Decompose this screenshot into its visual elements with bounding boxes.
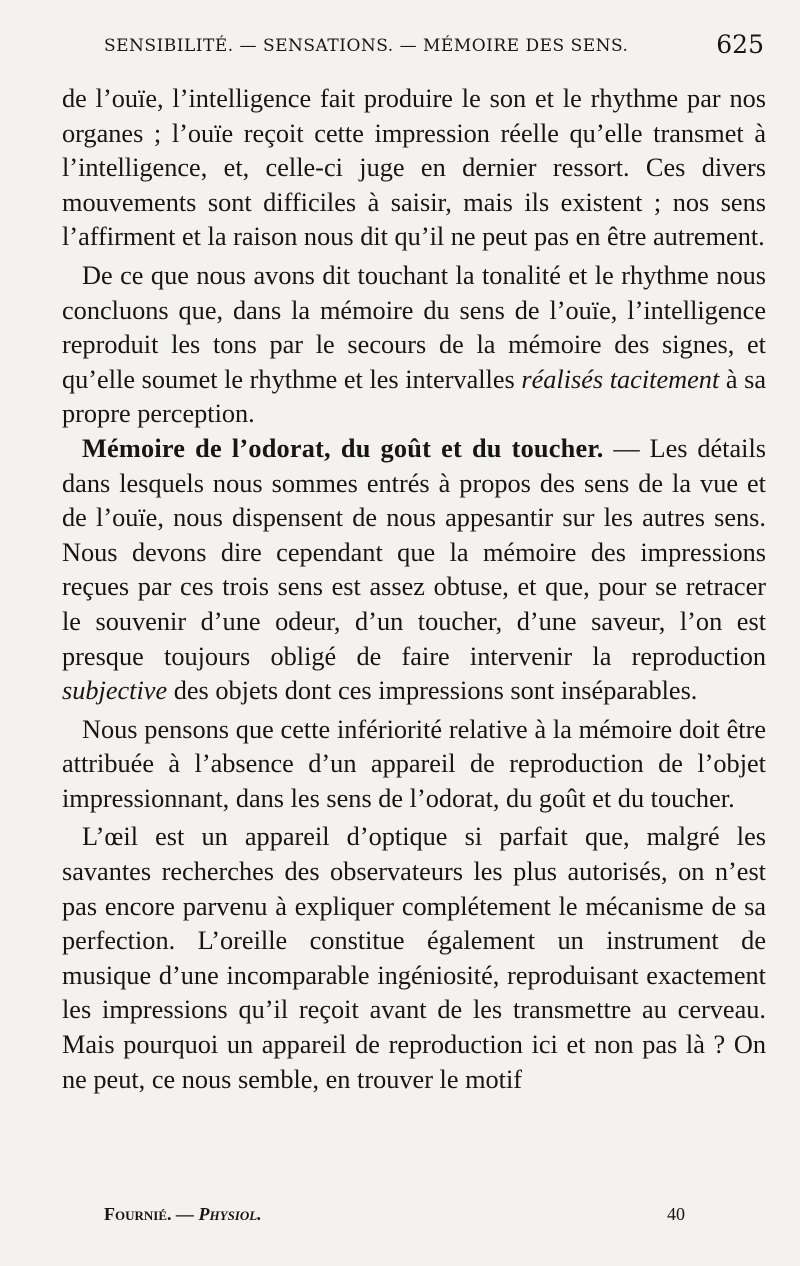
book-short-title: — Physiol. — [176, 1204, 262, 1224]
paragraph-2 — [62, 259, 766, 432]
paragraph-3-text-before: — Les détails dans lesquels nous sommes entrés à propos des sens de la vue et de l’ouïe, nous dispensent de nous appesantir sur les autres sens. Nous devons dire cependant que la mémoire des impressions reçues par ces trois sens est assez obtuse, et que, pour se retracer le souvenir d’une odeur, d’un toucher, d’une saveur, l’on est presque toujours obligé de faire intervenir la reproduction — [62, 433, 766, 671]
author-name: Fournié. — [104, 1204, 172, 1224]
paragraph-4: Nous pensons que cette infériorité relative à la mémoire doit être attribuée à l’absence d’un appareil de reproduction de l’objet impressionnant, dans les sens de l’odorat, du goût et du toucher. — [62, 714, 766, 813]
paragraph-1: de l’ouïe, l’intelligence fait produire le son et le rhythme par nos organes ; l’ouïe reçoit cette impression réelle qu’elle transmet à l’intelligence, et, celle-ci juge en dernier ressort. Ces divers mouvements sont difficiles à saisir, mais ils existent ; nos sens l’affirment et la raison nous dit qu’il ne peut pas en être autrement. — [62, 84, 766, 252]
running-title: SENSIBILITÉ. — SENSATIONS. — MÉMOIRE DES SENS. — [104, 36, 629, 56]
page-number: 625 — [716, 30, 764, 59]
running-header — [104, 28, 764, 64]
paragraph-2-text-before: De ce que nous avons dit touchant la tonalité et le rhythme nous concluons que, dans la mémoire du sens de l’ouïe, l’intelligence reproduit les tons par le secours de la mémoire des signes, et qu’elle soumet le rhythme et les intervalles — [62, 260, 766, 394]
sheet-number: 40 — [667, 1204, 685, 1224]
signature-line — [104, 1204, 262, 1225]
paragraph-2-text-after: à sa propre perception. — [62, 364, 766, 429]
paragraph-5: L’œil est un appareil d’optique si parfait que, malgré les savantes recherches des observateurs les plus autorisés, on n’est pas encore parvenu à expliquer complétement le mécanisme de sa perfection. L’oreille constitue également un instrument de musique d’une incomparable ingéniosité, reproduisant exactement les impressions qu’il reçoit avant de les transmettre au cerveau. Mais pourquoi un appareil de reproduction ici et non pas là ? On ne peut, ce nous semble, en trouver le motif — [62, 822, 766, 1094]
paragraph-2-emphasis: réalisés tacitement — [521, 364, 720, 394]
main-text — [62, 82, 766, 1097]
paragraph-3-text-after: des objets dont ces impressions sont inséparables. — [167, 676, 698, 706]
paragraph-3-emphasis: subjective — [62, 676, 168, 706]
paragraph-3 — [62, 432, 766, 709]
section-heading: Mémoire de l’odorat, du goût et du toucher. — [82, 433, 604, 463]
